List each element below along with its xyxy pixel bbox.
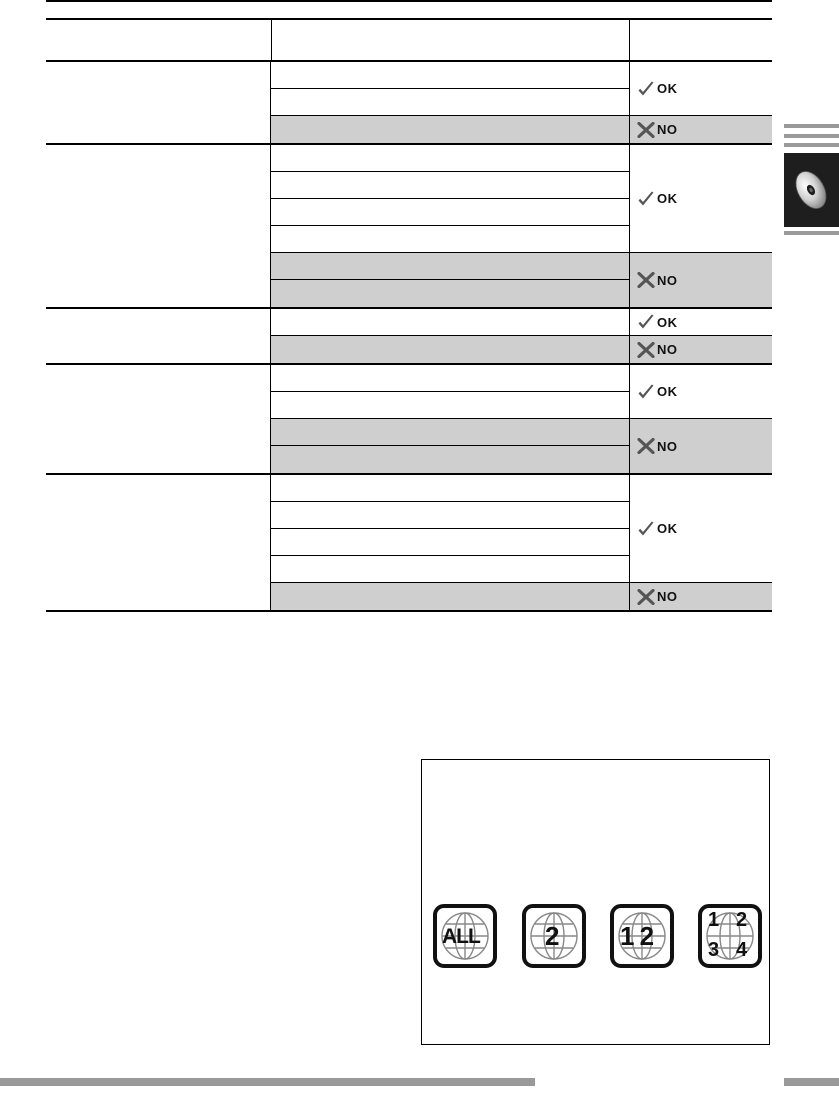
format-cell (271, 365, 629, 392)
disc-type-label (46, 309, 271, 363)
format-cell (271, 116, 629, 143)
table-group (46, 365, 772, 475)
result-no (629, 116, 772, 143)
result-ok (629, 475, 772, 583)
result-no (629, 253, 772, 307)
table-group (46, 62, 772, 145)
region-code-2: 2 (736, 909, 748, 931)
format-cell (271, 583, 629, 610)
footer-bar-tab (784, 1078, 839, 1086)
checkmark-icon (637, 384, 655, 400)
tab-stripe (784, 231, 839, 235)
result-ok (629, 62, 772, 116)
result-ok (629, 365, 772, 419)
result-no (629, 419, 772, 473)
format-cell (271, 226, 629, 253)
checkmark-icon (637, 521, 655, 537)
region-code-all: ALL (442, 925, 480, 948)
cross-icon (637, 272, 655, 288)
result-mark (637, 342, 678, 358)
result-label: OK (657, 521, 678, 536)
checkmark-icon (637, 314, 655, 330)
footer-bar (0, 1078, 535, 1086)
header-divider (271, 20, 272, 60)
region-code-box (421, 759, 770, 1045)
result-label: NO (657, 272, 678, 288)
cross-icon (637, 122, 655, 138)
result-mark (637, 589, 678, 605)
result-mark (637, 191, 678, 207)
region-code-1: 1 (708, 909, 720, 931)
format-cell (271, 556, 629, 583)
result-no (629, 583, 772, 610)
header-divider (629, 20, 630, 60)
result-no (629, 336, 772, 363)
table-body (46, 62, 772, 612)
disc-type-label (46, 145, 271, 307)
tab-stripe (784, 134, 839, 138)
format-cell (271, 502, 629, 529)
region-code-4: 4 (736, 939, 748, 961)
disc-type-label (46, 365, 271, 473)
result-label: OK (657, 81, 678, 96)
tab-stripe (784, 124, 839, 128)
result-label: OK (657, 384, 678, 399)
result-label: OK (657, 191, 678, 206)
format-cell (271, 392, 629, 419)
format-cell (271, 62, 629, 89)
disc-compatibility-table (46, 18, 772, 612)
table-group (46, 145, 772, 309)
format-cell (271, 475, 629, 502)
cross-icon (637, 438, 655, 454)
cross-icon (637, 589, 655, 605)
result-mark (637, 438, 678, 454)
region-code-2: 2 (545, 921, 560, 951)
table-group (46, 475, 772, 612)
result-label: OK (657, 314, 678, 330)
disc-type-label (46, 62, 271, 143)
result-mark (637, 272, 678, 288)
disc-section-tab (784, 153, 839, 227)
region-1-2-icon (610, 904, 674, 968)
table-header-row (46, 18, 772, 62)
format-cell (271, 529, 629, 556)
result-mark (637, 521, 678, 537)
format-cell (271, 419, 629, 446)
table-group (46, 309, 772, 365)
region-all-icon (433, 904, 497, 968)
result-label: NO (657, 589, 678, 604)
format-cell (271, 446, 629, 473)
disc-type-label (46, 475, 271, 610)
format-cell (271, 253, 629, 280)
region-code-1-2: 1 2 (620, 921, 655, 951)
cross-icon (637, 342, 655, 358)
top-rule (46, 0, 772, 2)
result-label: NO (657, 342, 678, 357)
result-ok (629, 145, 772, 253)
result-mark (637, 384, 678, 400)
result-label: NO (657, 438, 678, 454)
checkmark-icon (637, 81, 655, 97)
format-cell (271, 280, 629, 307)
result-mark (637, 314, 678, 330)
result-mark (637, 122, 678, 138)
format-cell (271, 199, 629, 226)
region-code-3: 3 (708, 939, 720, 961)
checkmark-icon (637, 191, 655, 207)
result-ok (629, 309, 772, 336)
format-cell (271, 172, 629, 199)
format-cell (271, 309, 629, 336)
result-label: NO (657, 122, 678, 137)
format-cell (271, 336, 629, 363)
region-2-icon (522, 904, 586, 968)
disc-icon (784, 153, 839, 227)
region-1-2-3-4-icon (698, 904, 762, 968)
format-cell (271, 89, 629, 116)
format-cell (271, 145, 629, 172)
tab-stripe (784, 143, 839, 147)
result-mark (637, 81, 678, 97)
